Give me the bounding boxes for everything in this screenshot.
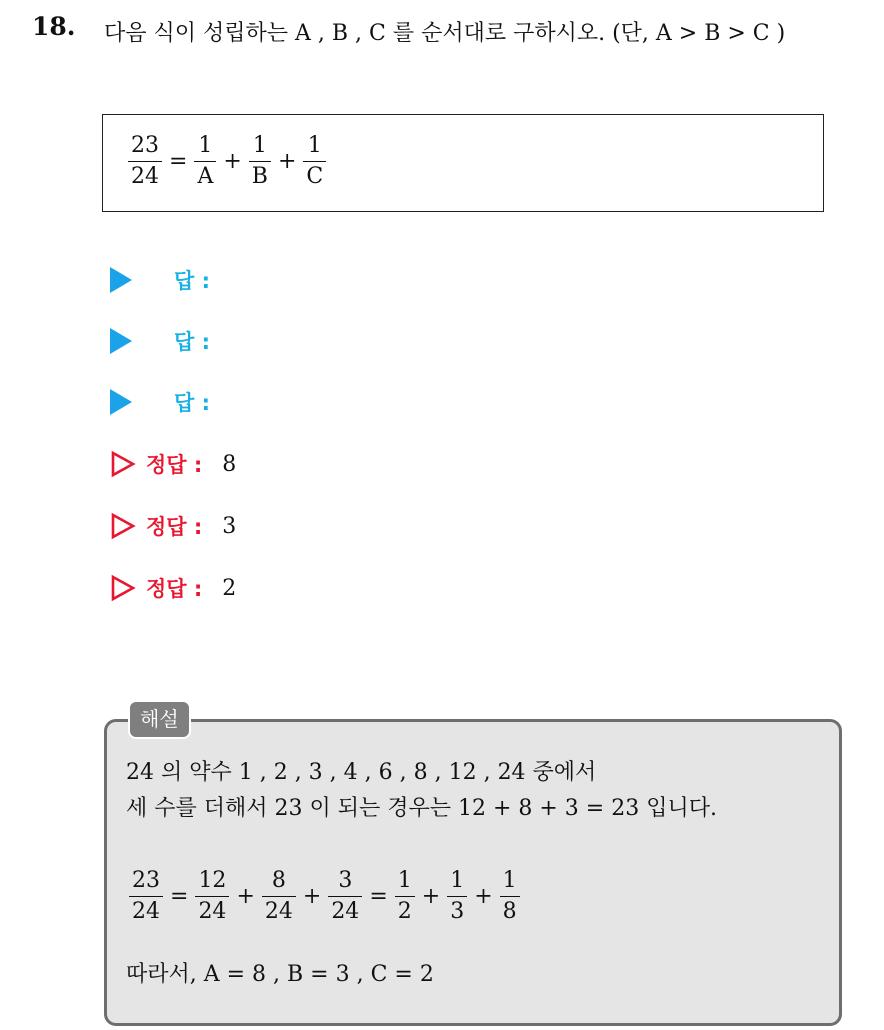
question-text: 다음 식이 성립하는 A , B , C 를 순서대로 구하시오. (단, A > B > C ) (104, 21, 786, 46)
correct-row-3 (110, 573, 236, 603)
answer-row-1 (110, 265, 210, 295)
fraction-rhs-1 (395, 868, 415, 925)
answer-label: 답 : (174, 269, 210, 293)
fraction-denominator: 8 (500, 896, 520, 925)
play-triangle-icon (110, 328, 132, 354)
equals-sign: = (369, 884, 388, 909)
fraction-term-b (249, 133, 271, 190)
plus-sign: + (302, 884, 322, 909)
answer-label: 답 : (174, 330, 210, 354)
fraction-numerator: 1 (502, 868, 517, 893)
plus-sign: + (277, 149, 297, 174)
fraction-term-c (303, 133, 326, 190)
correct-label: 정답 : (146, 453, 203, 477)
fraction-rhs-3 (500, 868, 520, 925)
fraction-numerator: 1 (252, 133, 267, 158)
answer-row-3 (110, 387, 210, 417)
fraction-rhs-2 (447, 868, 467, 925)
explanation-line-2: 세 수를 더해서 23 이 되는 경우는 12 + 8 + 3 = 23 입니다. (126, 796, 717, 821)
play-triangle-icon (110, 389, 132, 415)
explanation-line-1: 24 의 약수 1 , 2 , 3 , 4 , 6 , 8 , 12 , 24 중에서 (126, 760, 597, 785)
explanation-tag: 해설 (128, 700, 191, 739)
main-equation (125, 133, 329, 190)
fraction-denominator: 24 (195, 896, 229, 925)
fraction-numerator: 8 (271, 868, 286, 893)
correct-value: 3 (222, 513, 237, 539)
correct-value: 2 (222, 575, 237, 601)
fraction-numerator: 23 (132, 868, 160, 893)
fraction-numerator: 3 (338, 868, 353, 893)
answer-label: 답 : (174, 391, 210, 415)
correct-row-1 (110, 449, 236, 479)
fraction-numerator: 1 (198, 133, 213, 158)
fraction-numerator: 1 (397, 868, 412, 893)
fraction-term-a (194, 133, 216, 190)
fraction-mid-2 (262, 868, 296, 925)
outline-triangle-icon (110, 512, 136, 540)
fraction-numerator: 12 (198, 868, 227, 893)
fraction-numerator: 23 (131, 133, 159, 158)
outline-triangle-icon (110, 450, 136, 478)
correct-row-2 (110, 511, 236, 541)
fraction-denominator: 24 (128, 161, 162, 190)
equals-sign: = (170, 884, 189, 909)
fraction-mid-1 (195, 868, 229, 925)
question-number: 18. (32, 12, 76, 41)
fraction-denominator: 24 (129, 896, 163, 925)
correct-label: 정답 : (146, 577, 203, 601)
outline-triangle-icon (110, 574, 136, 602)
correct-value: 8 (222, 451, 237, 477)
fraction-denominator: 2 (395, 896, 415, 925)
equals-sign: = (169, 149, 188, 174)
fraction-denominator: B (249, 161, 271, 190)
play-triangle-icon (110, 267, 132, 293)
plus-sign: + (223, 149, 242, 174)
fraction-mid-3 (328, 868, 362, 925)
plus-sign: + (421, 884, 441, 909)
answer-row-2 (110, 326, 210, 356)
formula-box (102, 114, 824, 212)
plus-sign: + (474, 884, 493, 909)
fraction-denominator: A (194, 161, 216, 190)
fraction-numerator: 1 (307, 133, 322, 158)
fraction-lhs (129, 868, 163, 925)
explanation-conclusion: 따라서, A = 8 , B = 3 , C = 2 (126, 962, 434, 987)
plus-sign: + (236, 884, 255, 909)
fraction-numerator: 1 (450, 868, 465, 893)
explanation-equation (126, 868, 523, 925)
fraction-denominator: C (303, 161, 326, 190)
fraction-denominator: 24 (262, 896, 296, 925)
fraction-denominator: 3 (447, 896, 467, 925)
fraction-denominator: 24 (328, 896, 362, 925)
correct-label: 정답 : (146, 515, 203, 539)
fraction-lhs (128, 133, 162, 190)
